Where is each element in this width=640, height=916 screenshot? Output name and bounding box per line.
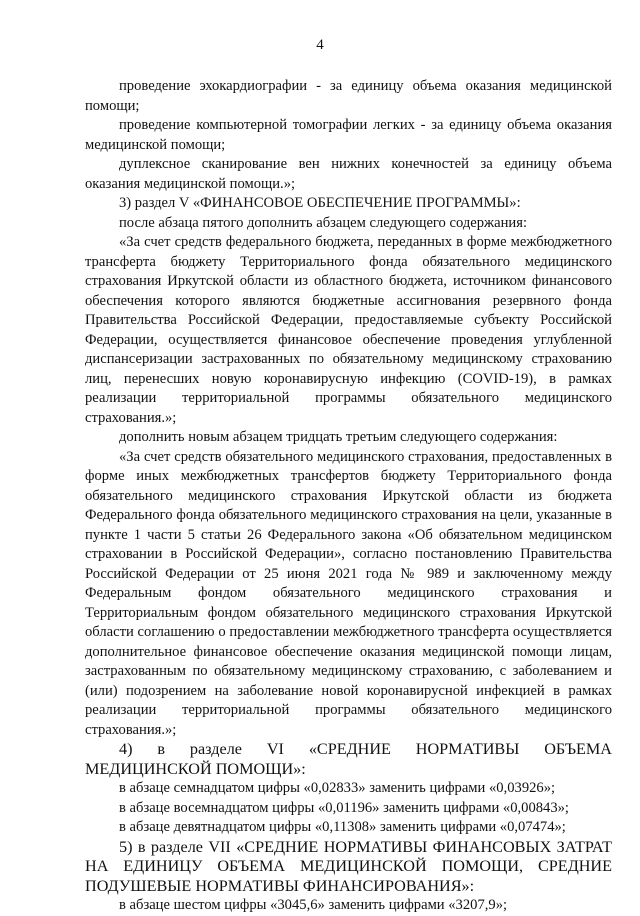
paragraph: дуплексное сканирование вен нижних конечностей за единицу объема оказания медицинской помощи.»;	[85, 156, 612, 192]
section-heading-item: 5) в разделе VII «СРЕДНИЕ НОРМАТИВЫ ФИНАНСОВЫХ ЗАТРАТ НА ЕДИНИЦУ ОБЪЕМА МЕДИЦИНСКОЙ ПОМОЩИ, СРЕДНИЕ ПОДУШЕВЫЕ НОРМАТИВЫ ФИНАНСИРОВАНИЯ»:	[85, 837, 612, 895]
quoted-paragraph: «За счет средств обязательного медицинского страхования, предоставленных в форме иных межбюджетных трансфертов бюджету Территориального фонда обязательного медицинского страхования Иркутской области из бюджета Федерального фонда обязательного медицинского страхования на цели, указанные в пункте 1 части 5 статьи 26 Федерального закона «Об обязательном медицинском страховании в Российской Федерации», согласно постановлению Правительства Российской Федерации от 25 июня 2021 года № 989 и заключенному между Федеральным фондом обязательного медицинского страхования и Территориальным фондом обязательного медицинского страхования Иркутской области соглашению о предоставлении межбюджетного трансферта осуществляется дополнительное финансовое обеспечение оказания медицинской помощи лицам, застрахованным по обязательному медицинскому страхованию, с заболеванием и (или) подозрением на заболевание новой коронавирусной инфекцией в рамках реализации территориальной программы обязательного медицинского страхования.»;	[85, 448, 612, 738]
page-number: 4	[316, 37, 324, 53]
section-heading-item: 4) в разделе VI «СРЕДНИЕ НОРМАТИВЫ ОБЪЕМА МЕДИЦИНСКОЙ ПОМОЩИ»:	[85, 740, 612, 778]
quoted-paragraph: «За счет средств федерального бюджета, переданных в форме межбюджетного трансферта бюджету Территориального фонда обязательного медицинского страхования Иркутской области из областного бюджета, источником финансового обеспечения которого являются бюджетные ассигнования резервного фонда Правительства Российской Федерации, предоставляемые субъекту Российской Федерации, осуществляется финансовое обеспечение проведения углубленной диспансеризации застрахованных по обязательному медицинскому страхованию лиц, перенесших новую коронавирусную инфекцию (COVID-19), в рамках реализации территориальной программы обязательного медицинского страхования.»;	[85, 234, 612, 426]
paragraph: после абзаца пятого дополнить абзацем следующего содержания:	[119, 214, 527, 231]
paragraph: в абзаце восемнадцатом цифры «0,01196» заменить цифрами «0,00843»;	[119, 799, 569, 816]
paragraph: в абзаце шестом цифры «3045,6» заменить цифрами «3207,9»;	[119, 897, 508, 913]
section-heading-item: 3) раздел V «ФИНАНСОВОЕ ОБЕСПЕЧЕНИЕ ПРОГРАММЫ»:	[119, 195, 521, 211]
document-body	[85, 77, 612, 916]
paragraph: в абзаце семнадцатом цифры «0,02833» заменить цифрами «0,03926»;	[119, 780, 556, 796]
paragraph: проведение эхокардиографии - за единицу объема оказания медицинской помощи;	[85, 78, 612, 114]
paragraph: проведение компьютерной томографии легких - за единицу объема оказания медицинской помощи;	[85, 117, 612, 153]
paragraph: дополнить новым абзацем тридцать третьим следующего содержания:	[119, 429, 558, 445]
paragraph: в абзаце девятнадцатом цифры «0,11308» заменить цифрами «0,07474»;	[119, 819, 566, 835]
